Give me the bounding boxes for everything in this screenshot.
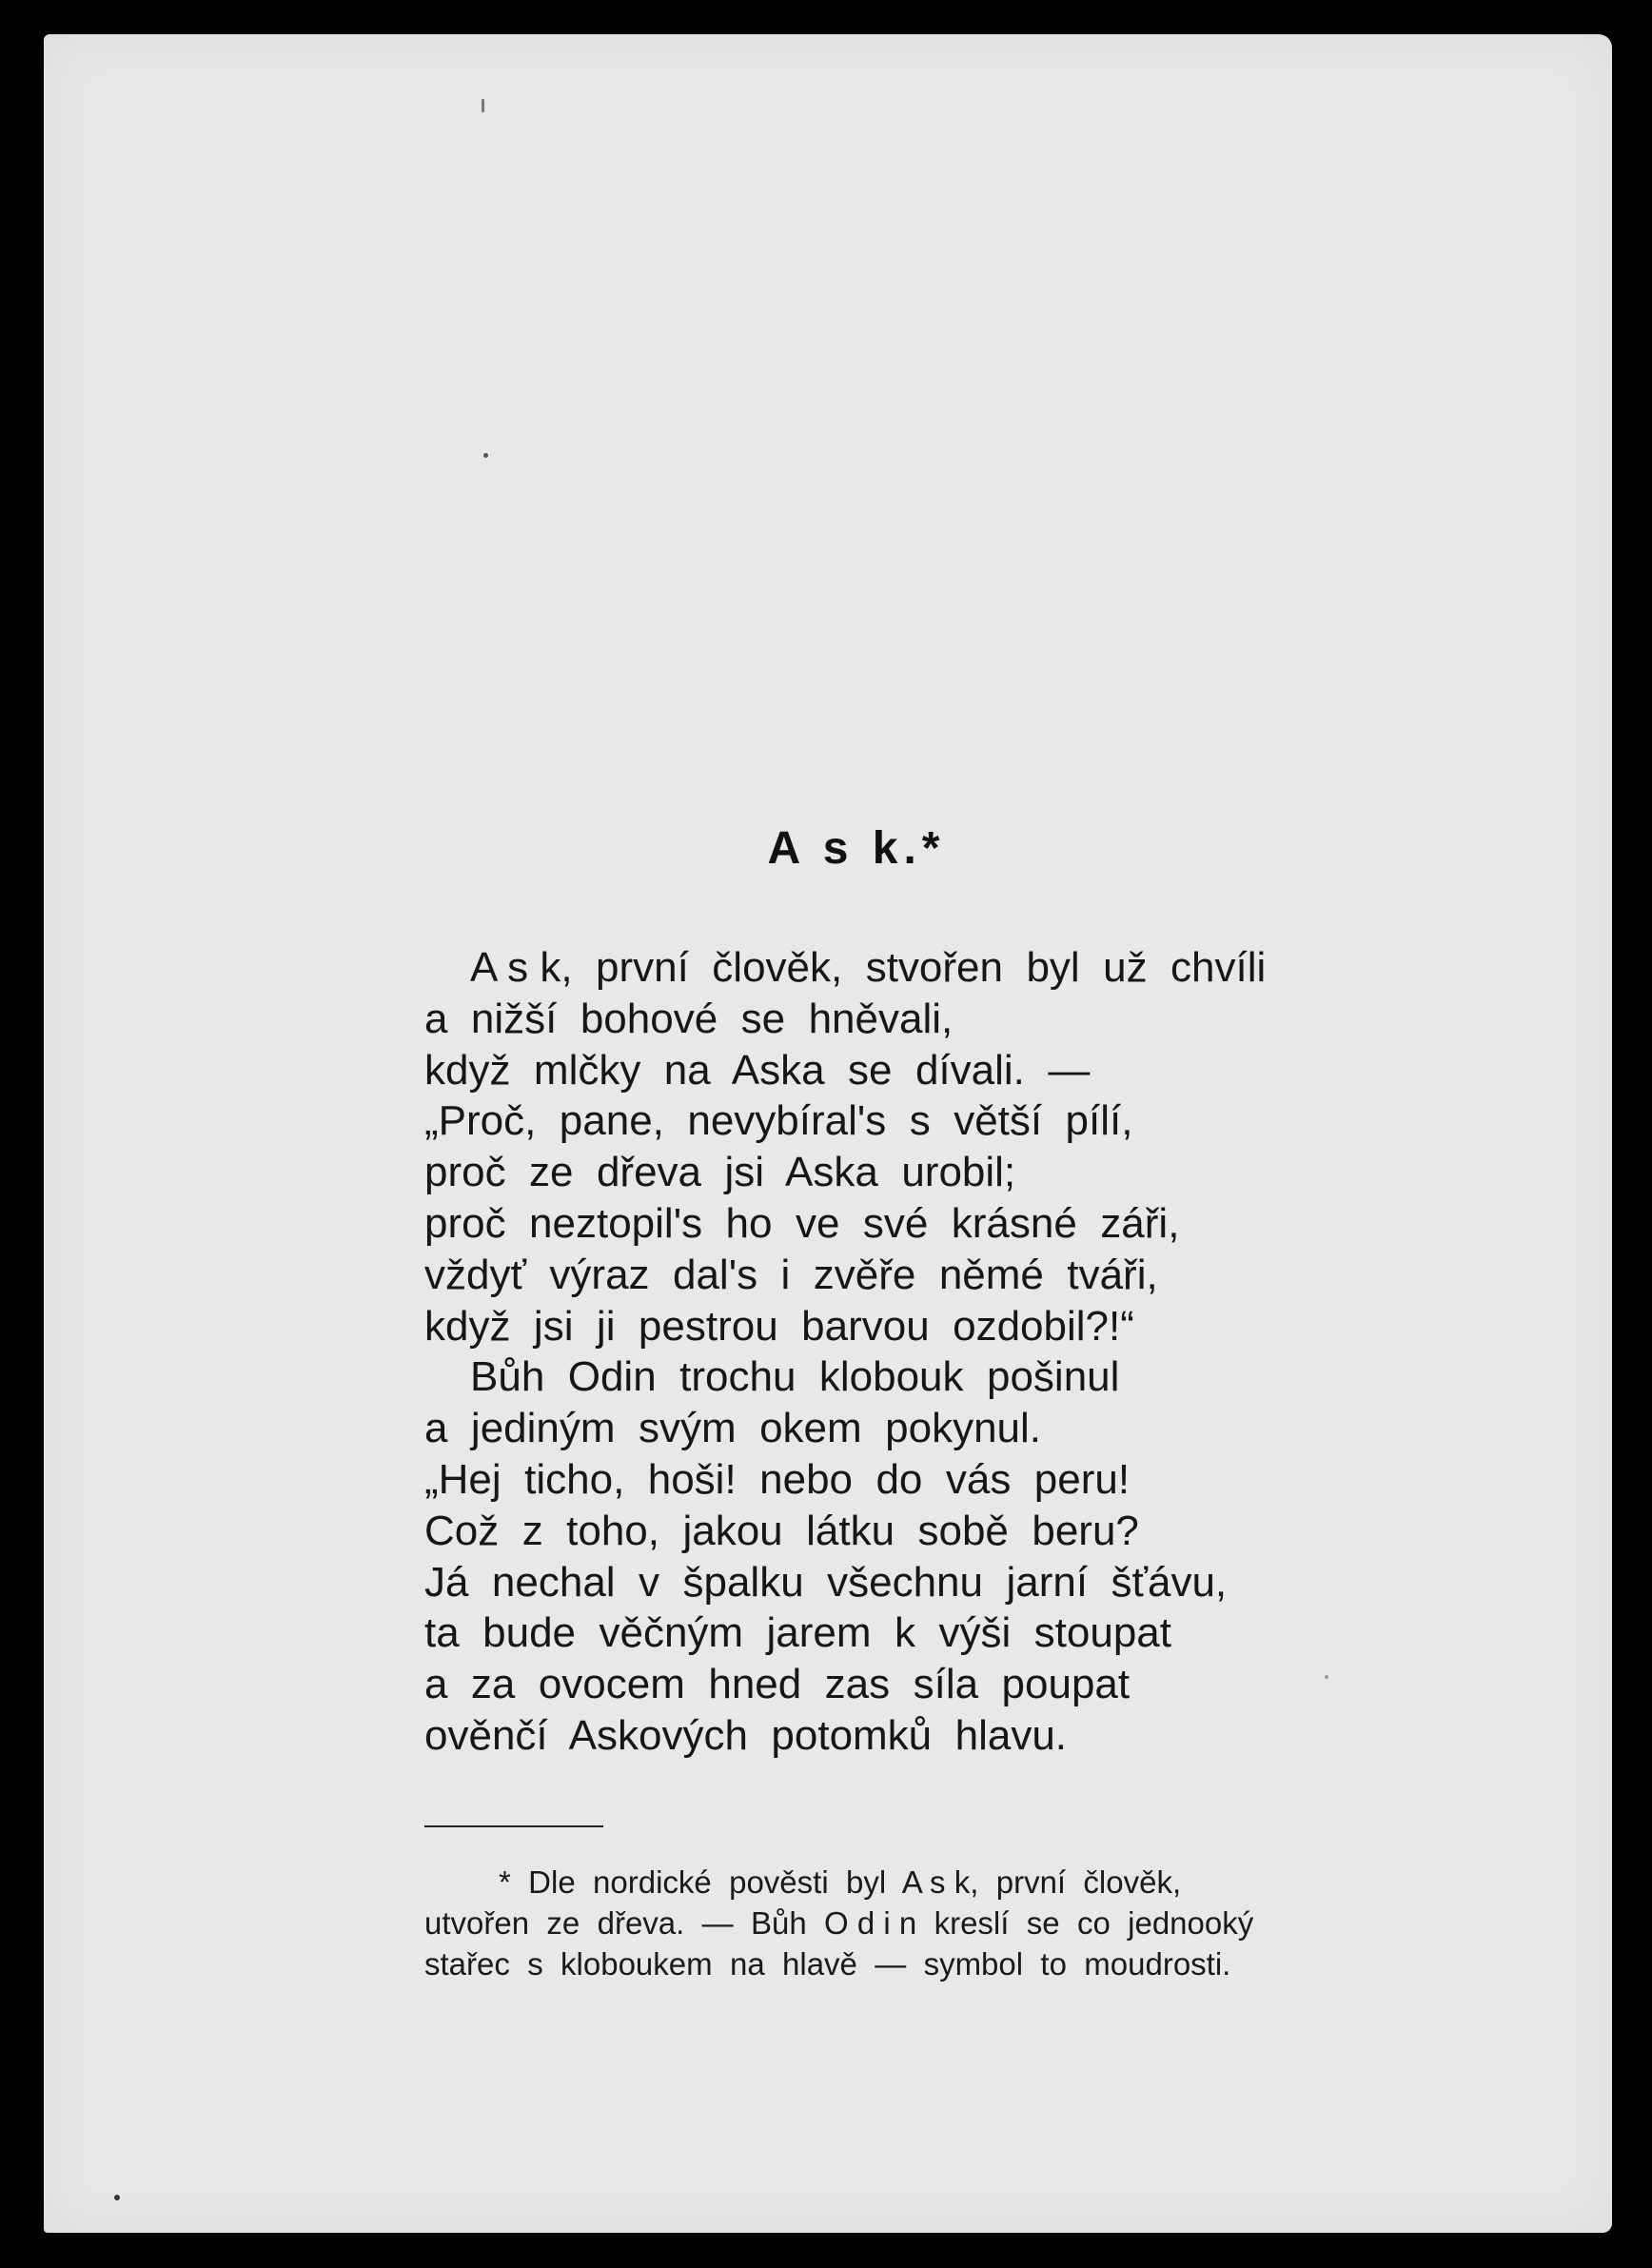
document-page: [44, 34, 1612, 2233]
poem-line: proč ze dřeva jsi Aska urobil;: [424, 1149, 1016, 1196]
poem-title: A s k.*: [767, 823, 946, 874]
poem-line: ta bude věčným jarem k výši stoupat: [424, 1609, 1171, 1657]
poem-line: „Proč, pane, nevybíral's s větší pílí,: [424, 1097, 1133, 1145]
poem-line: a nižší bohové se hněvali,: [424, 995, 954, 1042]
poem-body: [424, 942, 1471, 1762]
poem-line: když jsi ji pestrou barvou ozdobil?!“: [424, 1302, 1134, 1350]
dust-speck: [114, 2195, 120, 2200]
footnote-line: stařec s kloboukem na hlavě — symbol to moudrosti.: [424, 1946, 1231, 1982]
poem-line: vždyť výraz dal's i zvěře němé tváři,: [424, 1251, 1158, 1298]
dust-speck: [1325, 1675, 1328, 1679]
poem-line: A s k, první člověk, stvořen byl už chvíli: [470, 944, 1267, 991]
poem-line: Bůh Odin trochu klobouk pošinul: [470, 1353, 1120, 1401]
footnote-line: * Dle nordické pověsti byl A s k, první člověk,: [499, 1864, 1182, 1900]
poem-line: Což z toho, jakou látku sobě beru?: [424, 1507, 1139, 1554]
poem-line: proč neztopil's ho ve své krásné záři,: [424, 1199, 1180, 1247]
footnote: [424, 1862, 1424, 1984]
poem-line: „Hej ticho, hoši! nebo do vás peru!: [424, 1455, 1131, 1503]
poem-line: když mlčky na Aska se dívali. —: [424, 1046, 1091, 1094]
dust-speck: [483, 453, 488, 458]
poem-line: a jediným svým okem pokynul.: [424, 1405, 1042, 1452]
footnote-line: utvořen ze dřeva. — Bůh O d i n kreslí se co jednooký: [424, 1905, 1254, 1941]
footnote-divider: [424, 1825, 603, 1827]
poem-line: Já nechal v špalku všechnu jarní šťávu,: [424, 1558, 1228, 1606]
poem-line: ověnčí Askových potomků hlavu.: [424, 1711, 1068, 1759]
poem-line: a za ovocem hned zas síla poupat: [424, 1661, 1131, 1708]
dust-speck: [482, 99, 484, 112]
